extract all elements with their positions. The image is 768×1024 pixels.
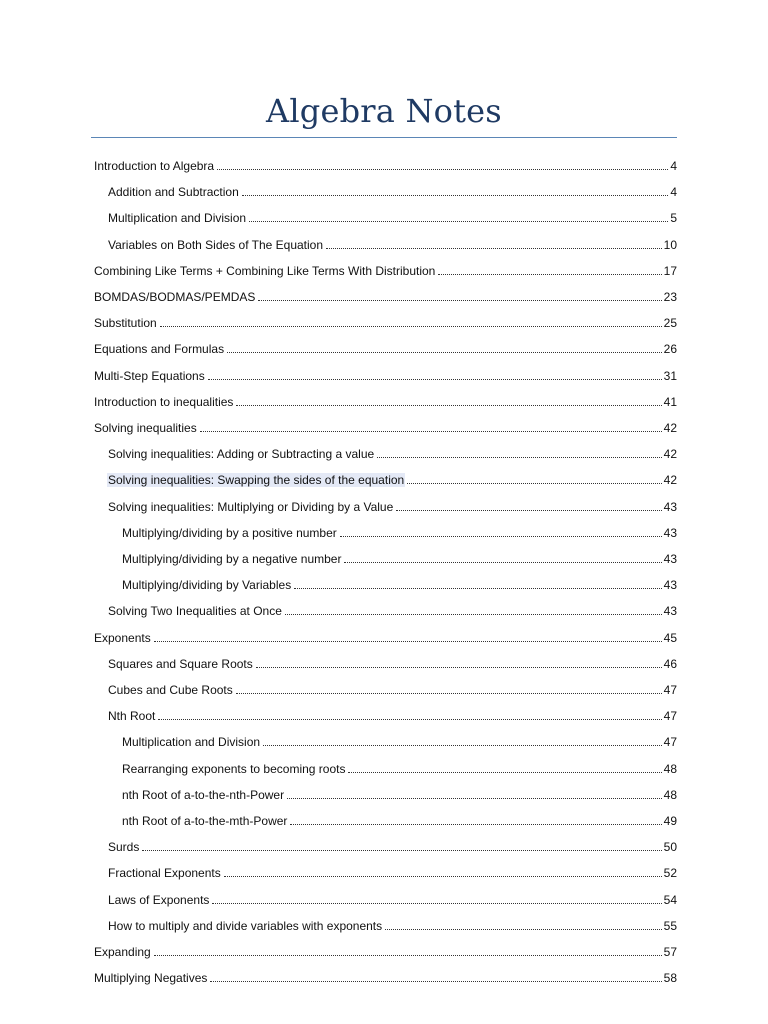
toc-dot-leader bbox=[256, 667, 662, 668]
toc-entry-title: BOMDAS/BODMAS/PEMDAS bbox=[94, 290, 256, 304]
toc-entry-title: Expanding bbox=[94, 945, 151, 959]
toc-entry-title: Fractional Exponents bbox=[108, 866, 221, 881]
toc-entry[interactable] bbox=[93, 415, 677, 435]
toc-entry-title: Introduction to Algebra bbox=[94, 159, 215, 173]
toc-entry[interactable] bbox=[93, 363, 677, 383]
toc-entry[interactable] bbox=[121, 782, 677, 802]
toc-entry[interactable] bbox=[107, 913, 677, 933]
toc-entry[interactable] bbox=[107, 441, 677, 461]
toc-entry[interactable] bbox=[93, 965, 677, 985]
toc-entry[interactable] bbox=[107, 205, 677, 225]
toc-dot-leader bbox=[287, 798, 662, 799]
toc-page-number: 50 bbox=[663, 840, 677, 855]
toc-dot-leader bbox=[438, 274, 661, 275]
toc-dot-leader bbox=[154, 955, 662, 956]
toc-entry[interactable] bbox=[121, 729, 677, 749]
toc-entry[interactable] bbox=[93, 336, 677, 356]
toc-dot-leader bbox=[290, 824, 661, 825]
toc-entry[interactable] bbox=[93, 310, 677, 330]
toc-page-number: 55 bbox=[663, 918, 677, 933]
toc-page-number: 48 bbox=[663, 787, 677, 802]
toc-page-number: 4 bbox=[670, 185, 677, 200]
toc-page-number: 43 bbox=[663, 578, 677, 593]
toc-entry[interactable] bbox=[107, 232, 677, 252]
toc-page-number: 17 bbox=[663, 263, 677, 278]
toc-dot-leader bbox=[396, 510, 661, 511]
toc-entry-title: Combining Like Terms + Combining Like Terms With Distribution bbox=[94, 263, 436, 278]
toc-dot-leader bbox=[227, 352, 662, 353]
toc-entry[interactable] bbox=[93, 389, 677, 409]
toc-entry-title: Multiplying/dividing by Variables bbox=[122, 578, 292, 593]
toc-entry[interactable] bbox=[121, 756, 677, 776]
toc-entry-title: Multiplication and Division bbox=[108, 211, 247, 226]
toc-page-number: 42 bbox=[663, 447, 677, 462]
toc-entry[interactable] bbox=[107, 703, 677, 723]
toc-entry-title: Multiplication and Division bbox=[122, 735, 261, 750]
toc-page-number: 23 bbox=[663, 290, 677, 304]
toc-dot-leader bbox=[385, 929, 661, 930]
toc-entry-title: Solving inequalities: Multiplying or Dividing by a Value bbox=[108, 499, 394, 514]
toc-entry[interactable] bbox=[107, 860, 677, 880]
toc-entry-title: Introduction to inequalities bbox=[94, 394, 234, 409]
toc-entry-title: Multi-Step Equations bbox=[94, 368, 205, 383]
toc-entry-title: Surds bbox=[108, 840, 140, 855]
toc-entry[interactable] bbox=[121, 520, 677, 540]
toc-entry[interactable] bbox=[107, 677, 677, 697]
toc-dot-leader bbox=[158, 719, 661, 720]
toc-dot-leader bbox=[348, 772, 661, 773]
toc-entry[interactable] bbox=[93, 284, 677, 304]
toc-entry[interactable] bbox=[93, 153, 677, 173]
toc-dot-leader bbox=[285, 614, 662, 615]
toc-page-number: 54 bbox=[663, 892, 677, 907]
toc-entry-title: Cubes and Cube Roots bbox=[108, 683, 233, 697]
toc-entry-title: Laws of Exponents bbox=[108, 892, 210, 907]
toc-entry[interactable] bbox=[107, 887, 677, 907]
toc-entry-title: Rearranging exponents to becoming roots bbox=[122, 761, 346, 776]
toc-entry-title: nth Root of a-to-the-mth-Power bbox=[122, 814, 288, 828]
toc-page-number: 10 bbox=[663, 237, 677, 252]
toc-page-number: 57 bbox=[663, 945, 677, 959]
toc-entry-title: Solving inequalities: Swapping the sides of the equation bbox=[108, 473, 405, 488]
toc-dot-leader bbox=[294, 588, 661, 589]
toc-entry[interactable] bbox=[121, 808, 677, 828]
toc-page-number: 42 bbox=[663, 473, 677, 488]
toc-page-number: 47 bbox=[663, 683, 677, 697]
toc-page-number: 31 bbox=[663, 368, 677, 383]
toc-entry[interactable] bbox=[121, 546, 677, 566]
toc-dot-leader bbox=[263, 745, 662, 746]
toc-dot-leader bbox=[344, 562, 661, 563]
document-title: Algebra Notes bbox=[266, 92, 502, 130]
toc-dot-leader bbox=[154, 641, 662, 642]
toc-entry-title: Multiplying/dividing by a positive number bbox=[122, 525, 337, 540]
toc-dot-leader bbox=[142, 850, 661, 851]
toc-entry-title: How to multiply and divide variables with exponents bbox=[108, 918, 383, 933]
toc-entry[interactable] bbox=[107, 494, 677, 514]
toc-dot-leader bbox=[326, 248, 662, 249]
toc-entry[interactable] bbox=[107, 651, 677, 671]
toc-dot-leader bbox=[407, 483, 661, 484]
toc-page-number: 42 bbox=[663, 421, 677, 435]
toc-page-number: 43 bbox=[663, 552, 677, 566]
toc-page-number: 43 bbox=[663, 604, 677, 619]
toc-dot-leader bbox=[258, 300, 661, 301]
toc-entry-title: Multiplying Negatives bbox=[94, 971, 208, 986]
toc-dot-leader bbox=[242, 195, 669, 196]
toc-entry-title: Addition and Subtraction bbox=[108, 185, 239, 200]
toc-page-number: 58 bbox=[663, 971, 677, 986]
toc-entry-title: Equations and Formulas bbox=[94, 342, 225, 357]
toc-entry-title: Substitution bbox=[94, 316, 157, 331]
toc-entry-title: Nth Root bbox=[108, 709, 156, 724]
toc-entry-title: Solving inequalities: Adding or Subtracting a value bbox=[108, 447, 375, 462]
toc-entry[interactable] bbox=[107, 179, 677, 199]
toc-dot-leader bbox=[236, 405, 661, 406]
toc-entry[interactable] bbox=[93, 939, 677, 959]
toc-page-number: 47 bbox=[663, 709, 677, 724]
toc-dot-leader bbox=[212, 903, 661, 904]
toc-dot-leader bbox=[224, 876, 662, 877]
toc-dot-leader bbox=[217, 169, 668, 170]
toc-page-number: 25 bbox=[663, 316, 677, 331]
toc-dot-leader bbox=[200, 431, 662, 432]
toc-page-number: 52 bbox=[663, 866, 677, 881]
toc-entry[interactable] bbox=[93, 625, 677, 645]
toc-page-number: 5 bbox=[670, 211, 677, 226]
toc-entry[interactable] bbox=[121, 572, 677, 592]
toc-page-number: 41 bbox=[663, 394, 677, 409]
toc-entry[interactable] bbox=[93, 258, 677, 278]
toc-dot-leader bbox=[160, 326, 662, 327]
toc-page-number: 4 bbox=[670, 159, 677, 173]
toc-entry-title: nth Root of a-to-the-nth-Power bbox=[122, 787, 285, 802]
toc-page-number: 48 bbox=[663, 761, 677, 776]
toc-page-number: 43 bbox=[663, 525, 677, 540]
toc-dot-leader bbox=[340, 536, 662, 537]
toc-dot-leader bbox=[208, 379, 662, 380]
toc-page-number: 49 bbox=[663, 814, 677, 828]
toc-page-number: 45 bbox=[663, 630, 677, 645]
toc-dot-leader bbox=[236, 693, 662, 694]
toc-entry-title: Exponents bbox=[94, 630, 151, 645]
toc-page-number: 46 bbox=[663, 656, 677, 671]
toc-page-number: 26 bbox=[663, 342, 677, 357]
toc-entry[interactable] bbox=[107, 598, 677, 618]
toc-entry[interactable] bbox=[107, 467, 677, 487]
toc-entry-title: Solving Two Inequalities at Once bbox=[108, 604, 282, 619]
toc-page-number: 47 bbox=[663, 735, 677, 750]
toc-entry[interactable] bbox=[107, 834, 677, 854]
toc-entry-title: Squares and Square Roots bbox=[108, 656, 253, 671]
toc-entry-title: Variables on Both Sides of The Equation bbox=[108, 237, 324, 252]
toc-entry-title: Multiplying/dividing by a negative number bbox=[122, 552, 342, 566]
toc-dot-leader bbox=[210, 981, 661, 982]
toc-dot-leader bbox=[377, 457, 661, 458]
title-divider bbox=[91, 137, 677, 138]
toc-entry-title: Solving inequalities bbox=[94, 421, 197, 435]
toc-dot-leader bbox=[249, 221, 668, 222]
toc-page-number: 43 bbox=[663, 499, 677, 514]
